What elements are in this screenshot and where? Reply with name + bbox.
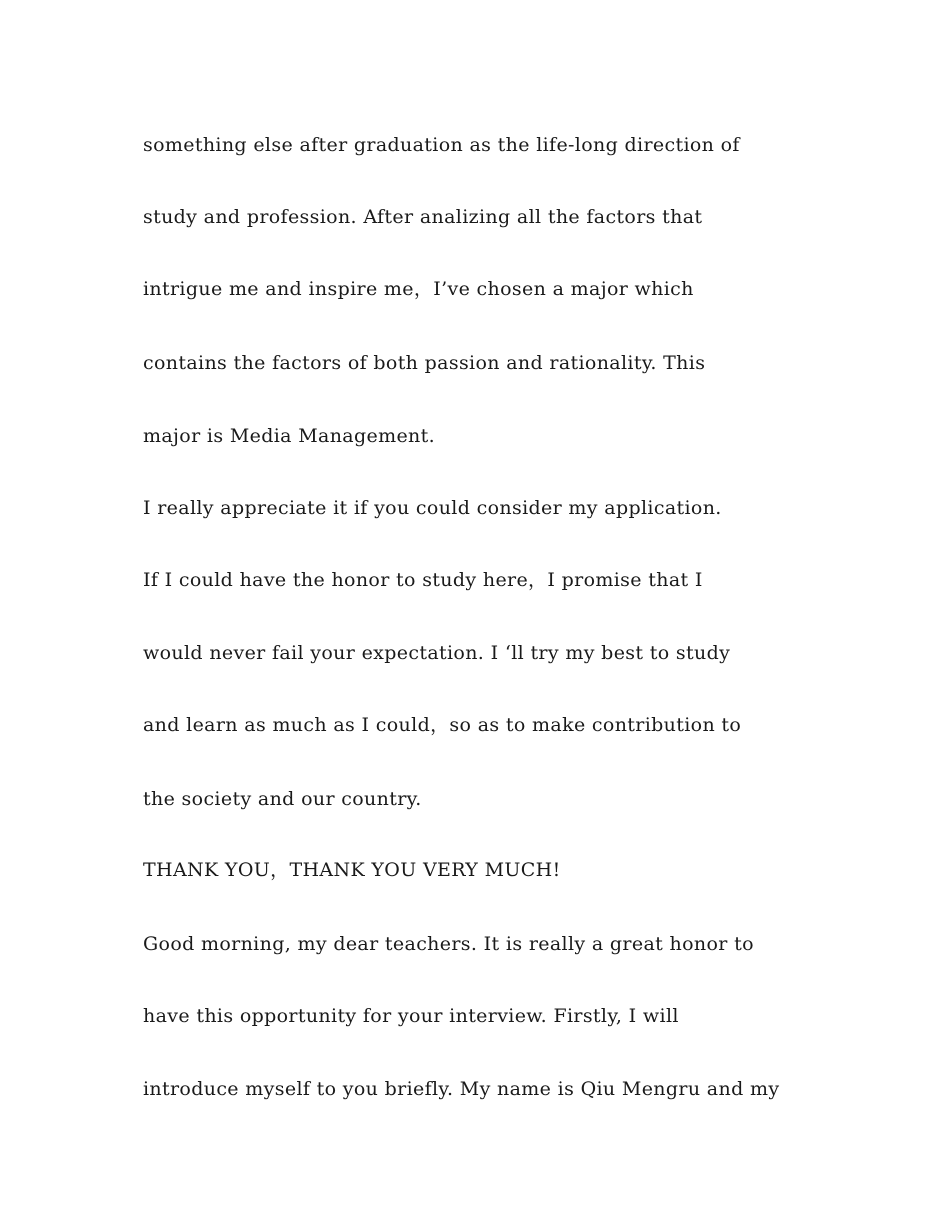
text-line: major is Media Management. bbox=[143, 425, 435, 447]
text-line: Good morning, my dear teachers. It is really a great honor to bbox=[143, 933, 754, 955]
text-line: contains the factors of both passion and rationality. This bbox=[143, 352, 706, 374]
text-line: intrigue me and inspire me，I’ve chosen a major which bbox=[143, 278, 694, 300]
text-line: and learn as much as I could，so as to make contribution to bbox=[143, 714, 742, 736]
text-line: have this opportunity for your interview. Firstly, I will bbox=[143, 1005, 679, 1027]
text-line: THANK YOU，THANK YOU VERY MUCH! bbox=[143, 859, 561, 881]
text-line: the society and our country. bbox=[143, 788, 422, 810]
text-line: If I could have the honor to study here，I promise that I bbox=[143, 569, 703, 591]
text-line: study and profession. After analizing all the factors that bbox=[143, 206, 703, 228]
text-line: introduce myself to you briefly. My name is Qiu Mengru and my bbox=[143, 1078, 780, 1100]
text-line: something else after graduation as the life-long direction of bbox=[143, 134, 740, 156]
text-line: I really appreciate it if you could consider my application. bbox=[143, 497, 722, 519]
text-line: would never fail your expectation. I ‘ll try my best to study bbox=[143, 642, 731, 664]
